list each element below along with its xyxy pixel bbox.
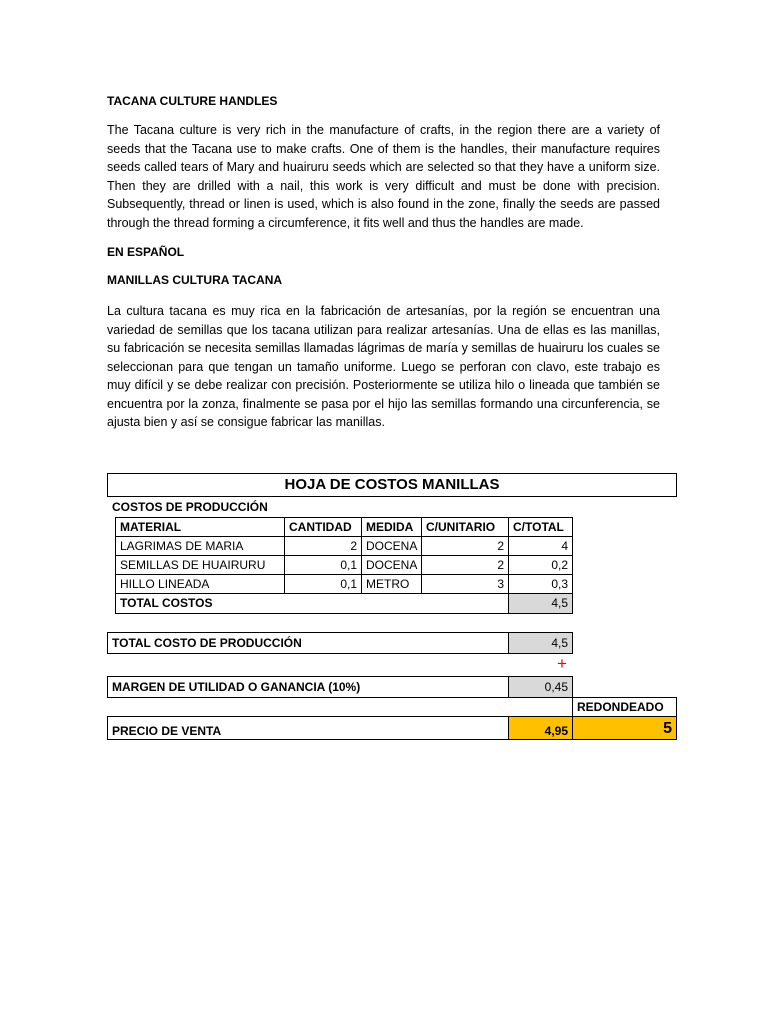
col-header-cunitario: C/UNITARIO — [421, 517, 509, 537]
table-row-medida: DOCENA — [361, 536, 422, 556]
spanish-paragraph: La cultura tacana es muy rica en la fabricación de artesanías, por la región se encuentran una variedad de semillas que los tacana utilizan para realizar artesanías. Una de ellas es las manillas, su fabricación se necesita semillas llamadas lágrimas de maría y semillas de huairuru los cuales se seleccionan para que tengan un tamaño uniforme. Luego se perforan con clavo, este trabajo es muy difícil y se debe realizar con precisión. Posteriormente se utiliza hilo o lineada que también se encuentra por la zonza, finalmente se pasa por el hijo las semillas formando una circunferencia, se ajusta bien y así se consigue fabricar las manillas. — [107, 304, 660, 429]
table-row-ctotal: 0,3 — [508, 574, 573, 594]
english-paragraph: The Tacana culture is very rich in the manufacture of crafts, in the region there are a variety of seeds that the Tacana use to make crafts. One of them is the handles, their manufacture requires seeds called tears of Mary and huairuru seeds which are selected so that they have a uniform size. Then they are drilled with a nail, this work is very difficult and must be done with precision. Subsequently, thread or linen is used, which is also found in the zone, finally the seeds are passed through the thread forming a circumference, it fits well and thus the handles are made. — [107, 123, 660, 230]
total-costos-label: TOTAL COSTOS — [115, 593, 509, 614]
col-header-medida: MEDIDA — [361, 517, 422, 537]
table-row-cunitario: 3 — [421, 574, 509, 594]
spanish-label: EN ESPAÑOL — [107, 245, 185, 259]
table-row-medida: METRO — [361, 574, 422, 594]
table-row-cantidad: 2 — [284, 536, 362, 556]
redondeado-label: REDONDEADO — [572, 697, 677, 717]
table-row-cantidad: 0,1 — [284, 574, 362, 594]
table-row-cantidad: 0,1 — [284, 555, 362, 575]
col-header-cantidad: CANTIDAD — [284, 517, 362, 537]
table-row-material: LAGRIMAS DE MARIA — [115, 536, 285, 556]
precio-label: PRECIO DE VENTA — [107, 716, 509, 740]
section-label: COSTOS DE PRODUCCIÓN — [112, 500, 268, 514]
plus-sign: + — [557, 654, 567, 673]
margen-label: MARGEN DE UTILIDAD O GANANCIA (10%) — [107, 676, 509, 698]
table-row-ctotal: 4 — [508, 536, 573, 556]
table-row-material: HILLO LINEADA — [115, 574, 285, 594]
col-header-ctotal: C/TOTAL — [508, 517, 573, 537]
precio-value: 4,95 — [508, 716, 573, 740]
table-row-material: SEMILLAS DE HUAIRURU — [115, 555, 285, 575]
spanish-heading: MANILLAS CULTURA TACANA — [107, 273, 283, 287]
sheet-title: HOJA DE COSTOS MANILLAS — [284, 476, 500, 493]
margen-value: 0,45 — [508, 676, 573, 698]
table-row-medida: DOCENA — [361, 555, 422, 575]
total-produccion-label: TOTAL COSTO DE PRODUCCIÓN — [107, 632, 509, 654]
sheet-title-box — [107, 473, 677, 497]
table-row-ctotal: 0,2 — [508, 555, 573, 575]
table-row-cunitario: 2 — [421, 555, 509, 575]
redondeado-value: 5 — [572, 716, 677, 740]
english-heading: TACANA CULTURE HANDLES — [107, 94, 278, 108]
table-row-cunitario: 2 — [421, 536, 509, 556]
col-header-material: MATERIAL — [115, 517, 285, 537]
total-produccion-value: 4,5 — [508, 632, 573, 654]
total-costos-value: 4,5 — [508, 593, 573, 614]
